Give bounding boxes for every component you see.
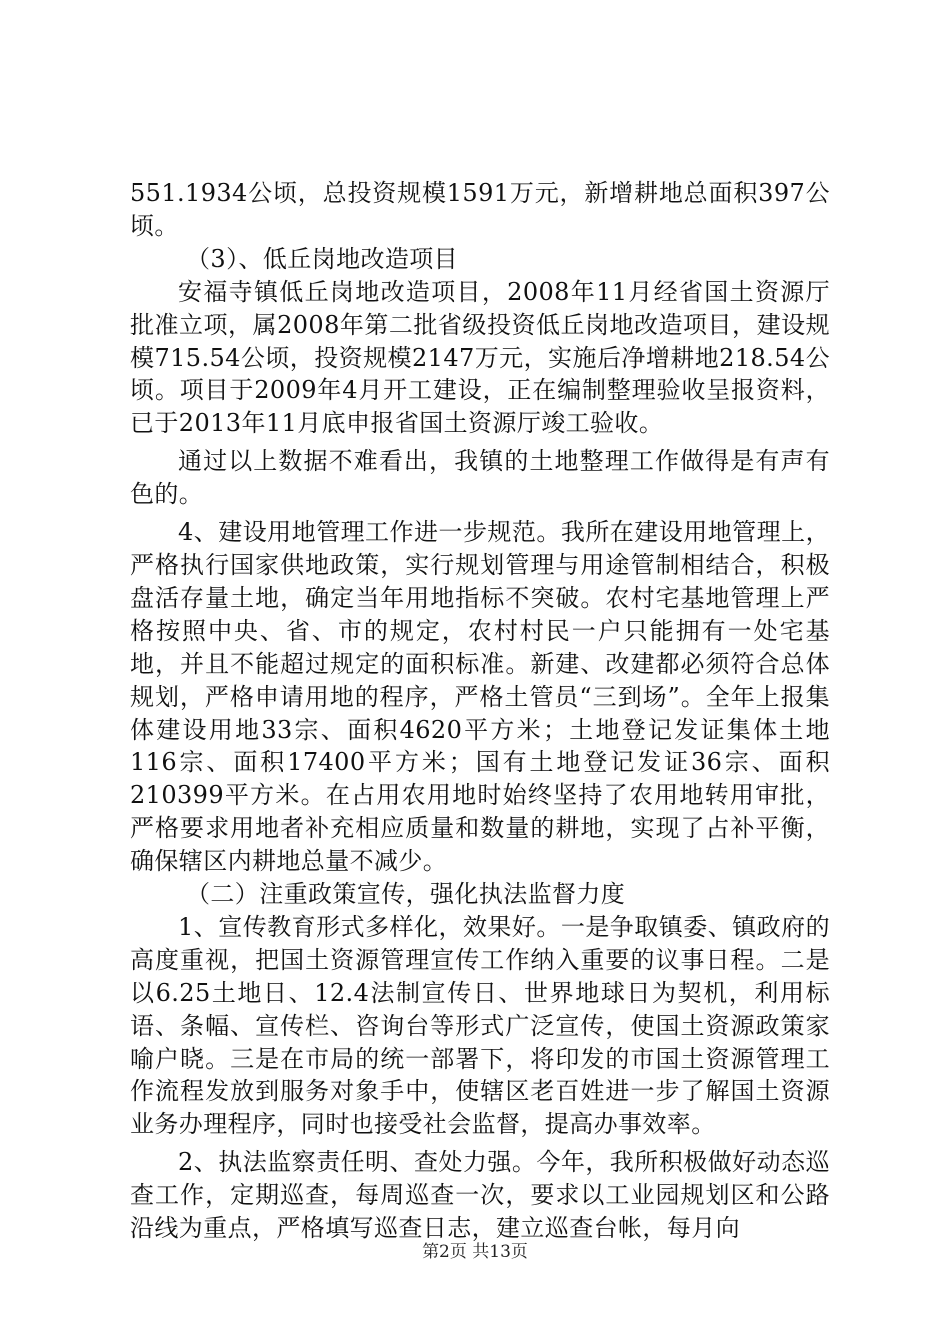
- paragraph-construction-land-management: 4、建设用地管理工作进一步规范。我所在建设用地管理上，严格执行国家供地政策，实行规划管理与用途管制相结合，积极盘活存量土地，确定当年用地指标不突破。农村宅基地管理上严格按照中央、省、市的规定，农村村民一户只能拥有一处宅基地，并且不能超过规定的面积标准。新建、改建都必须符合总体规划，严格申请用地的程序，严格土管员“三到场”。全年上报集体建设用地33宗、面积4620平方米；土地登记发证集体土地116宗、面积17400平方米；国有土地登记发证36宗、面积210399平方米。在占用农用地时始终坚持了农用地转用审批，严格要求用地者补充相应质量和数量的耕地，实现了占补平衡，确保辖区内耕地总量不减少。: [130, 518, 830, 876]
- paragraph-summary: 通过以上数据不难看出，我镇的土地整理工作做得是有声有色的。: [130, 447, 830, 509]
- document-body: [130, 177, 830, 1245]
- page-number-footer: 第2页 共13页: [422, 1242, 528, 1262]
- section-heading-policy-promotion: （二）注重政策宣传，强化执法监督力度: [186, 880, 626, 909]
- section-heading-low-hill-project: （3）、低丘岗地改造项目: [186, 244, 459, 273]
- paragraph-publicity-education: 1、宣传教育形式多样化，效果好。一是争取镇委、镇政府的高度重视，把国土资源管理宣传工作纳入重要的议事日程。二是以6.25土地日、12.4法制宣传日、世界地球日为契机，利用标语、条幅、宣传栏、咨询台等形式广泛宣传，使国土资源政策家喻户晓。三是在市局的统一部署下，将印发的市国土资源管理工作流程发放到服务对象手中，使辖区老百姓进一步了解国土资源业务办理程序，同时也接受社会监督，提高办事效率。: [130, 912, 830, 1139]
- paragraph-continued-area: 551.1934公顷，总投资规模1591万元，新增耕地总面积397公顷。: [130, 179, 830, 240]
- paragraph-law-enforcement: 2、执法监察责任明、查处力强。今年，我所积极做好动态巡查工作，定期巡查，每周巡查一次，要求以工业园规划区和公路沿线为重点，严格填写巡查日志，建立巡查台帐，每月向: [130, 1148, 830, 1243]
- paragraph-low-hill-project: 安福寺镇低丘岗地改造项目，2008年11月经省国土资源厅批准立项，属2008年第二批省级投资低丘岗地改造项目，建设规模715.54公顷，投资规模2147万元，实施后净增耕地218.54公顷。项目于2009年4月开工建设，正在编制整理验收呈报资料，已于2013年11月底申报省国土资源厅竣工验收。: [130, 277, 830, 438]
